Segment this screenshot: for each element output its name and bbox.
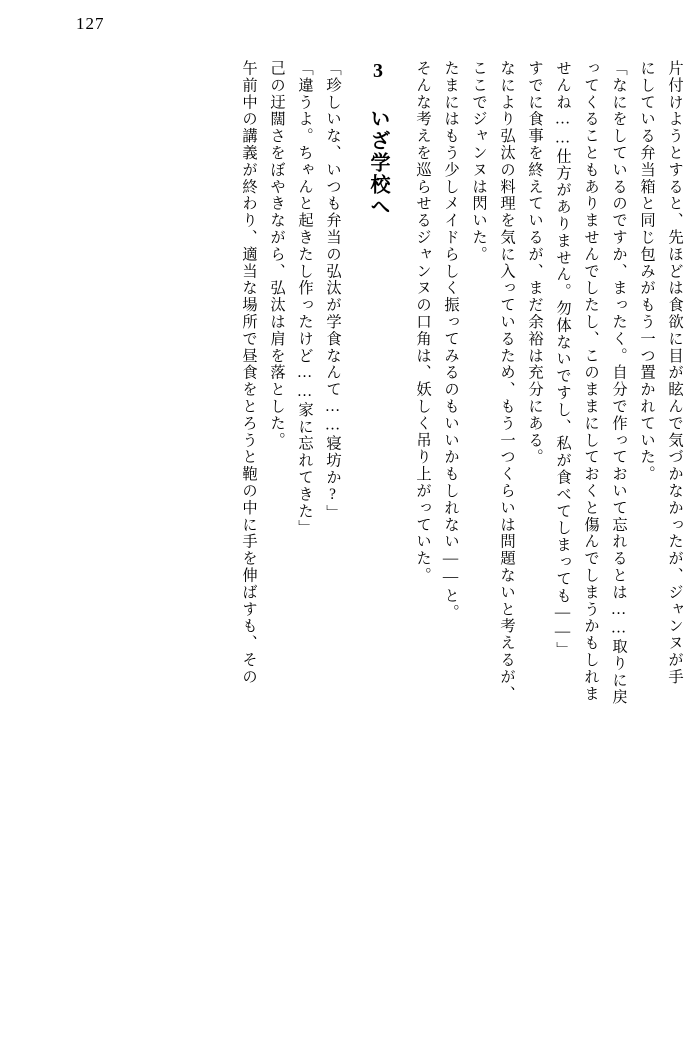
page-number: 127 bbox=[76, 14, 105, 33]
text-column: なにより弘汰の料理を気に入っているため、もう一つくらいは問題ないと考えるが、 bbox=[498, 60, 515, 703]
text-column: ってくることもありませんでしたし、このままにしておくと傷んでしまうかもしれま bbox=[582, 60, 599, 703]
text-column: 「違うよ。ちゃんと起きたし作ったけど……家に忘れてきた」 bbox=[296, 60, 313, 537]
text-column: にしている弁当箱と同じ包みがもう一つ置かれていた。 bbox=[638, 60, 655, 483]
text-column: 片付けようとすると、先ほどは食欲に目が眩んで気づかなかったが、ジャンヌが手 bbox=[666, 60, 683, 686]
text-column: ここでジャンヌは閃いた。 bbox=[470, 60, 487, 263]
text-column: せんね……仕方がありません。勿体ないですし、私が食べてしまっても――」 bbox=[554, 60, 571, 659]
vertical-text-body bbox=[22, 60, 682, 1030]
section-heading: 3 いざ学校へ bbox=[367, 60, 389, 218]
text-column: 「珍しいな、いつも弁当の弘汰が学食なんて……寝坊か?」 bbox=[324, 60, 341, 522]
text-column: そんな考えを巡らせるジャンヌの口角は、妖しく吊り上がっていた。 bbox=[414, 60, 431, 584]
text-column: 「なにをしているのですか、まったく。自分で作っておいて忘れるとは……取りに戻 bbox=[610, 60, 627, 706]
text-column: 己の迂闊さをぼやきながら、弘汰は肩を落とした。 bbox=[268, 60, 285, 449]
text-column: 午前中の講義が終わり、適当な場所で昼食をとろうと鞄の中に手を伸ばすも、その bbox=[240, 60, 257, 686]
text-column: すでに食事を終えているが、まだ余裕は充分にある。 bbox=[526, 60, 543, 466]
text-column: たまにはもう少しメイドらしく振ってみるのもいいかもしれない――と。 bbox=[442, 60, 459, 622]
